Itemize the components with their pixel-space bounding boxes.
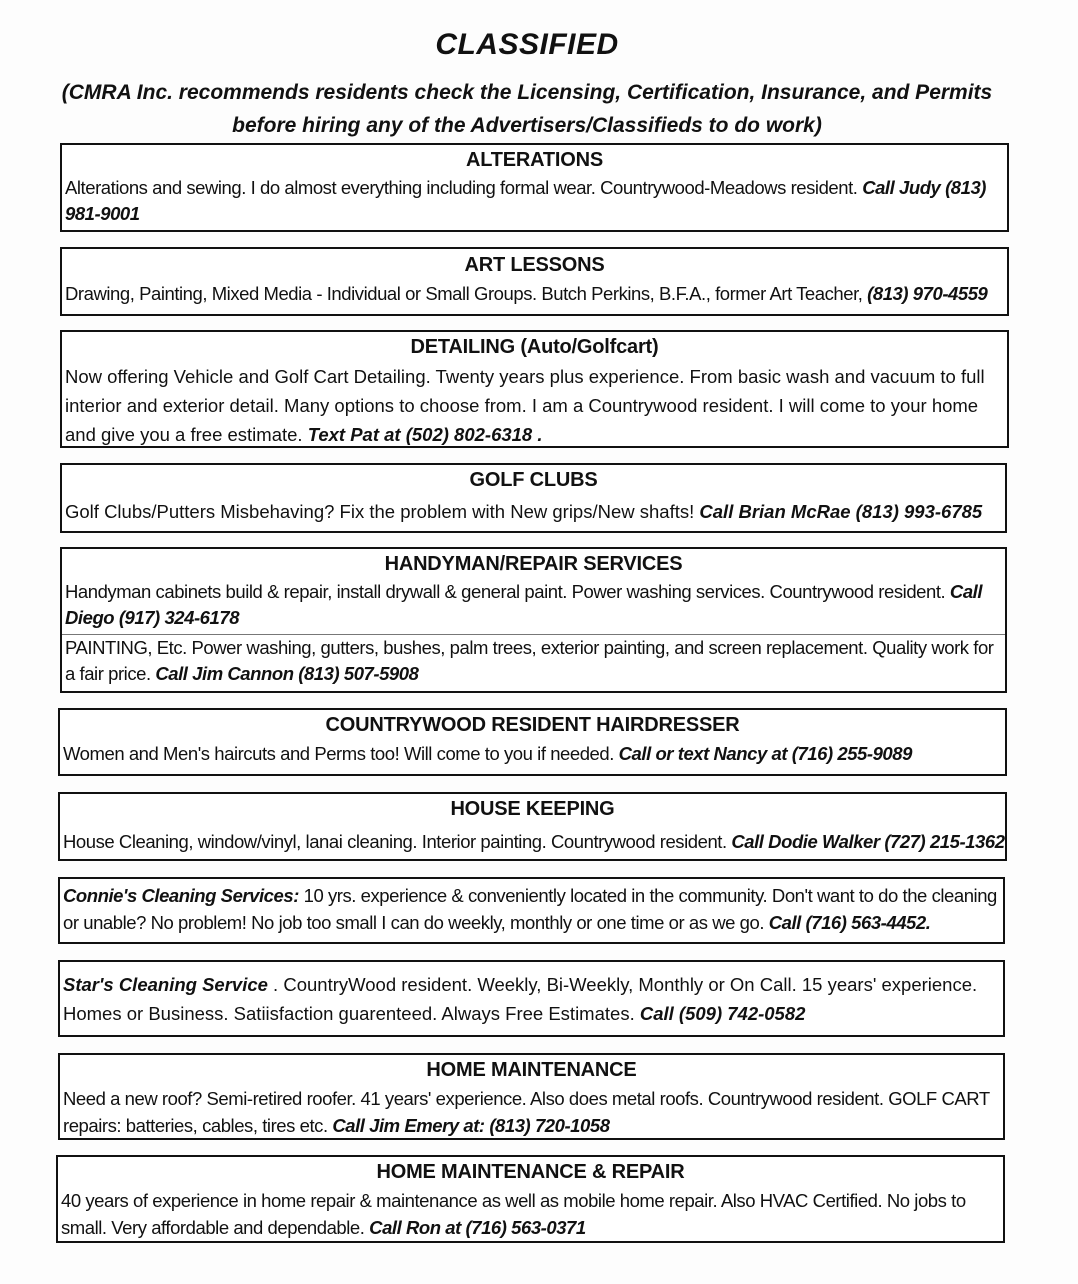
ad-text: Now offering Vehicle and Golf Cart Detailing. Twenty years plus experience. From basic wash and vacuum to full interior and exterior detail. Many options to choose from. I am a Countrywood resident. I will come to your home and give you a free estimate. <box>65 366 985 445</box>
ad-body <box>60 1085 1003 1139</box>
ad-body <box>62 175 1007 227</box>
ad-text: Women and Men's haircuts and Perms too! Will come to you if needed. <box>63 743 619 764</box>
ad-contact: Call (509) 742-0582 <box>639 1003 806 1024</box>
ad-text: House Cleaning, window/vinyl, lanai cleaning. Interior painting. Countrywood resident. <box>63 831 732 852</box>
disclaimer <box>40 76 1014 142</box>
ad-body <box>62 579 1005 634</box>
disclaimer-line-2: before hiring any of the Advertisers/Classifieds to do work) <box>232 114 822 137</box>
ad-text: Drawing, Painting, Mixed Media - Individual or Small Groups. Butch Perkins, B.F.A., former Art Teacher, <box>65 283 868 304</box>
ad-art-lessons <box>60 247 1009 316</box>
ad-heading: COUNTRYWOOD RESIDENT HAIRDRESSER <box>325 714 740 736</box>
ad-heading: GOLF CLUBS <box>469 469 598 491</box>
ad-body <box>60 962 1003 1028</box>
ad-detailing <box>60 330 1009 448</box>
ad-text: Alterations and sewing. I do almost everything including formal wear. Countrywood-Meadows resident. <box>65 177 863 198</box>
ad-contact: Text Pat at (502) 802-6318 <box>307 424 533 445</box>
ad-hairdresser <box>58 708 1007 776</box>
ad-heading: HOME MAINTENANCE & REPAIR <box>376 1161 685 1183</box>
ad-text: . CountryWood resident. Weekly, Bi-Weekly, Monthly or On Call. 15 years' experience. Homes or Business. Satiisfaction guarenteed. Always Free Estimates. <box>63 974 978 1024</box>
ad-house-keeping <box>58 792 1007 861</box>
ad-home-maintenance <box>58 1053 1005 1140</box>
ad-contact: (813) 970-4559 <box>867 283 988 304</box>
ad-text: 40 years of experience in home repair & maintenance as well as mobile home repair. Also HVAC Certified. No jobs to small. Very affordable and dependable. <box>61 1190 966 1238</box>
ad-tail: . <box>532 424 543 445</box>
ad-heading: DETAILING (Auto/Golfcart) <box>410 336 659 358</box>
ad-body <box>60 879 1003 936</box>
ad-body <box>60 740 1005 768</box>
ad-text: Golf Clubs/Putters Misbehaving? Fix the problem with New grips/New shafts! <box>65 501 700 522</box>
ad-connies-cleaning <box>58 877 1005 944</box>
ad-contact: Call (716) 563-4452. <box>768 912 931 933</box>
ad-body-secondary <box>62 634 1005 687</box>
ad-heading: ALTERATIONS <box>465 149 604 171</box>
ad-golf-clubs <box>60 463 1007 533</box>
ad-body <box>60 824 1005 860</box>
disclaimer-line-1: (CMRA Inc. recommends residents check the Licensing, Certification, Insurance, and Permits <box>61 81 993 104</box>
ad-heading: ART LESSONS <box>464 254 605 276</box>
ad-text: 10 yrs. experience & conveniently located in the community. Don't want to do the cleaning or unable? No problem! No job too small I can do weekly, monthly or one time or as we go. <box>63 885 997 933</box>
ad-contact: Call Diego (917) 324-6178 <box>65 581 983 628</box>
ad-business-name: Star's Cleaning Service <box>63 974 268 995</box>
ad-contact: Call Brian McRae (813) 993-6785 <box>699 501 983 522</box>
ad-contact: Call Dodie Walker (727) 215-1362 <box>731 831 1005 852</box>
ad-handyman <box>60 547 1007 693</box>
ad-contact: Call Jim Cannon (813) 507-5908 <box>155 663 419 684</box>
ad-contact: Call Ron at (716) 563-0371 <box>369 1217 586 1238</box>
ad-text: Need a new roof? Semi-retired roofer. 41 years' experience. Also does metal roofs. Countrywood resident. GOLF CART repairs: batteries, cables, tires etc. <box>63 1088 990 1136</box>
page-title: CLASSIFIED <box>435 28 619 61</box>
ad-contact: Call Jim Emery at: (813) 720-1058 <box>332 1115 610 1136</box>
ad-business-name: Connie's Cleaning Services: <box>63 885 299 906</box>
ad-body <box>58 1187 1003 1241</box>
ad-text: Handyman cabinets build & repair, install drywall & general paint. Power washing services. Countrywood resident. <box>65 581 950 602</box>
ad-home-repair <box>56 1155 1005 1243</box>
ad-body <box>62 362 1007 448</box>
ad-heading: HOUSE KEEPING <box>450 798 615 820</box>
ad-alterations <box>60 143 1009 232</box>
ad-text: PAINTING, Etc. Power washing, gutters, bushes, palm trees, exterior painting, and screen replacement. Quality work for a fair price. <box>65 637 994 684</box>
ad-body <box>62 495 1005 529</box>
ad-heading: HANDYMAN/REPAIR SERVICES <box>384 553 683 575</box>
ad-stars-cleaning <box>58 960 1005 1037</box>
ad-heading: HOME MAINTENANCE <box>426 1059 637 1081</box>
ad-body <box>62 281 1007 307</box>
ad-contact: Call or text Nancy at (716) 255-9089 <box>618 743 912 764</box>
ad-contact: Call Judy (813) 981-9001 <box>65 177 987 224</box>
